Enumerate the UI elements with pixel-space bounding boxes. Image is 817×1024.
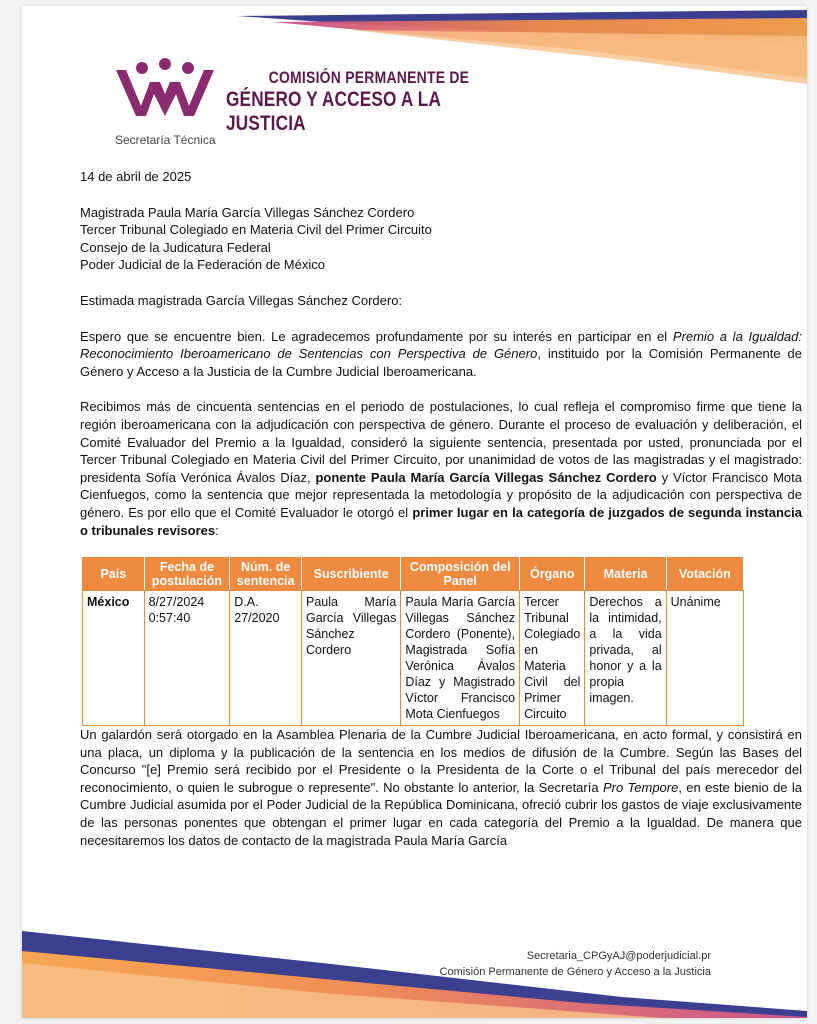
col-header-fecha: Fecha de postulación [144,558,230,591]
award-name: Premio a la Igualdad: Reconocimiento Iberoamericano de Sentencias con Perspectiva de Género [80,328,802,362]
footer-org: Comisión Permanente de Género y Acceso a la Justicia [439,966,711,978]
org-title-line1: COMISIÓN PERMANENTE DE [268,68,470,87]
organization-title [226,68,488,136]
recipient-line: Consejo de la Judicatura Federal [80,239,271,255]
secretaria-tecnica-label: Secretaría Técnica [115,133,216,147]
org-title-line2: GÉNERO Y ACCESO A LA JUSTICIA [226,88,441,135]
cell-fecha: 8/27/2024 0:57:40 [144,591,230,726]
paragraph-2 [80,398,802,539]
col-header-suscribiente: Suscribiente [302,558,401,591]
letter-body [80,168,802,849]
cell-organo: Tercer Tribunal Colegiado en Materia Civil del Primer Circuito [520,591,585,726]
p1-text-a: Espero que se encuentre bien. Le agradecemos profundamente por su interés en participar en el [80,328,673,344]
ponente-name: ponente Paula María García Villegas Sánchez Cordero [315,469,657,485]
p1-text-b: , instituido por la Comisión Permanente de Género y Acceso a la Justicia de la Cumbre Judicial Iberoamericana. [80,346,802,379]
recipient-line: Magistrada Paula María García Villegas Sánchez Cordero [80,204,415,220]
col-header-num: Núm. de sentencia [230,558,302,591]
pro-tempore: Pro Tempore [602,779,679,795]
cell-pais: México [83,591,145,726]
footer-contact [440,948,711,980]
letter-page [22,6,807,1018]
greeting: Estimada magistrada García Villegas Sánchez Cordero: [80,292,403,308]
p2-text-a: Recibimos más de cincuenta sentencias en el periodo de postulaciones, lo cual refleja el compromiso firme que tiene la región iberoamericana con la adjudicación con perspectiva de género. Durante el proceso de evaluación y deliberación, el Comité Evaluador del Premio a la Igualdad, consideró la siguiente sentencia, presentada por usted, pronunciada por el Tercer Tribunal Colegiado en Materia Civil del Primer Circuito, por unanimidad de votos de las magistradas y el magistrado: presidenta Sofía Verónica Ávalos Díaz, [80,399,802,485]
recipient-block [80,204,802,274]
table-row [83,591,744,726]
paragraph-3 [80,726,802,849]
col-header-pais: País [83,558,145,591]
recipient-line: Tercer Tribunal Colegiado en Materia Civil del Primer Circuito [80,222,432,238]
p2-text-c: : [215,522,219,538]
col-header-materia: Materia [585,558,666,591]
recipient-line: Poder Judicial de la Federación de México [80,257,325,273]
p3-text-b: , en este bienio de la Cumbre Judicial asumida por el Poder Judicial de la República Dominicana, ofreció cubrir los gastos de viaje exclusivamente de las personas ponentes que obtengan el primer lugar en cada categoría del Premio a la Igualdad. De manera que necesitaremos los datos de contacto de la magistrada Paula María García [80,779,802,848]
commission-logo [110,56,220,122]
col-header-panel: Composición del Panel [401,558,520,591]
cell-panel: Paula María García Villegas Sánchez Cordero (Ponente), Magistrada Sofía Verónica Ávalos Díaz y Magistrado Víctor Francisco Mota Cienfuegos [401,591,520,726]
col-header-votacion: Votación [666,558,743,591]
footer-email: Secretaria_CPGyAJ@poderjudicial.pr [526,950,711,962]
p3-text-a: Un galardón será otorgado en la Asamblea Plenaria de la Cumbre Judicial Iberoamericana, en acto formal, y consistirá en una placa, un diploma y la publicación de la sentencia en los medios de difusión de la Cumbre. Según las Bases del Concurso "[e] Premio será recibido por el Presidente o la Presidenta de la Corte o el Tribunal del país merecedor del reconocimiento, o quien le subrogue o represente". No obstante lo anterior, la Secretaría [80,727,802,795]
award-place: primer lugar en la categoría de juzgados de segunda instancia o tribunales revisores [80,504,802,538]
cell-num: D.A. 27/2020 [230,591,302,726]
p2-text-b: y Víctor Francisco Mota Cienfuegos, como la sentencia que mejor representada la metodología y propósito de la adjudicación con perspectiva de género. Es por ello que el Comité Evaluador le otorgó el [80,469,802,520]
letter-date: 14 de abril de 2025 [80,169,192,184]
cell-materia: Derechos a la intimidad, a la vida privada, al honor y a la propia imagen. [585,591,666,726]
paragraph-1 [80,328,802,381]
table-header-row [83,558,744,591]
col-header-organo: Órgano [520,558,585,591]
award-table [82,557,744,726]
cell-suscribiente: Paula María García Villegas Sánchez Cordero [302,591,401,726]
cell-votacion: Unánime [666,591,743,726]
